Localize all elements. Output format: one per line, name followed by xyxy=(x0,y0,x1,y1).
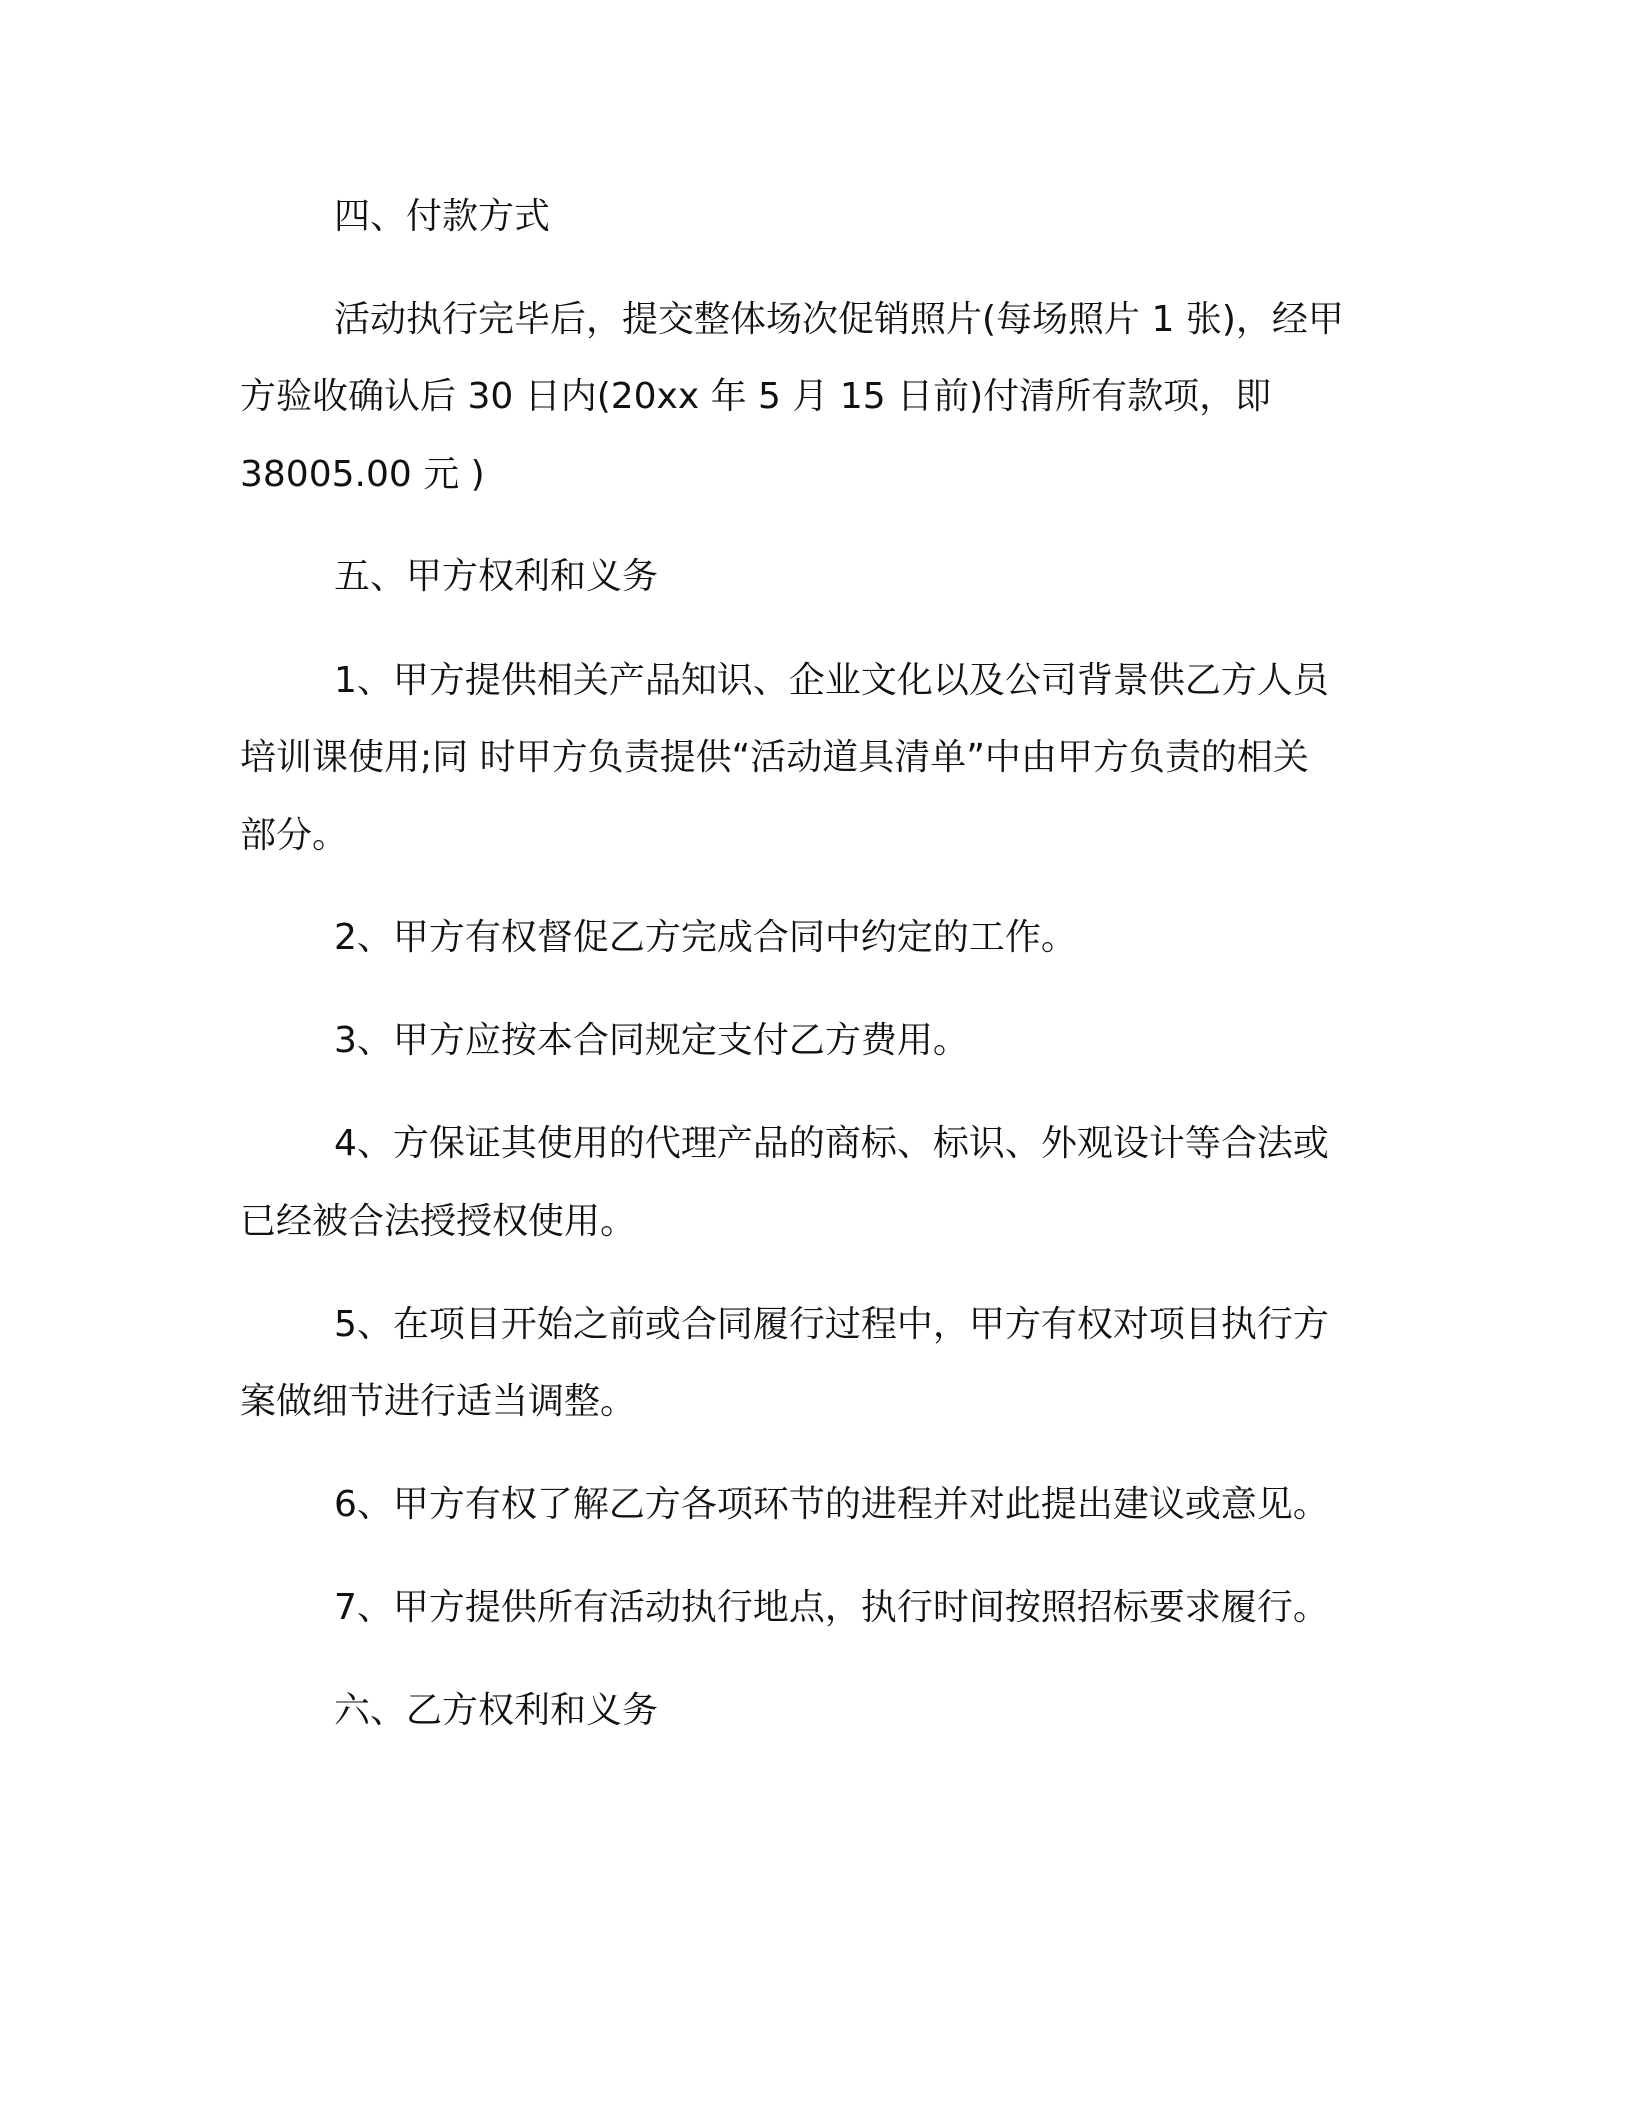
section-5-item-2: 2、甲方有权督促乙方完成合同中约定的工作。 xyxy=(334,917,1077,958)
section-5-item-1-line-2: 培训课使用;同 时甲方负责提供“活动道具清单”中由甲方负责的相关 xyxy=(240,737,1309,778)
section-5-item-5-line-1: 5、在项目开始之前或合同履行过程中，甲方有权对项目执行方 xyxy=(334,1304,1329,1345)
section-5-item-1-line-3: 部分。 xyxy=(240,815,349,856)
section-5-heading: 五、甲方权利和义务 xyxy=(334,556,659,597)
section-5-item-4-line-2: 已经被合法授授权使用。 xyxy=(240,1201,637,1242)
section-5-item-1-line-1: 1、甲方提供相关产品知识、企业文化以及公司背景供乙方人员 xyxy=(334,660,1329,701)
section-4-body-line-2: 方验收确认后 30 日内(20xx 年 5 月 15 日前)付清所有款项，即 xyxy=(240,376,1272,417)
section-5-item-7: 7、甲方提供所有活动执行地点，执行时间按照招标要求履行。 xyxy=(334,1587,1329,1628)
section-5-item-6: 6、甲方有权了解乙方各项环节的进程并对此提出建议或意见。 xyxy=(334,1484,1329,1525)
section-5-item-3: 3、甲方应按本合同规定支付乙方费用。 xyxy=(334,1020,969,1061)
section-6-heading: 六、乙方权利和义务 xyxy=(334,1690,659,1731)
section-5-item-4-line-1: 4、方保证其使用的代理产品的商标、标识、外观设计等合法或 xyxy=(334,1123,1329,1164)
section-4-body-line-3: 38005.00 元 ) xyxy=(240,454,485,495)
section-4-body-line-1: 活动执行完毕后，提交整体场次促销照片(每场照片 1 张)，经甲 xyxy=(334,299,1344,340)
section-5-item-5-line-2: 案做细节进行适当调整。 xyxy=(240,1381,637,1422)
section-4-heading: 四、付款方式 xyxy=(334,196,551,237)
